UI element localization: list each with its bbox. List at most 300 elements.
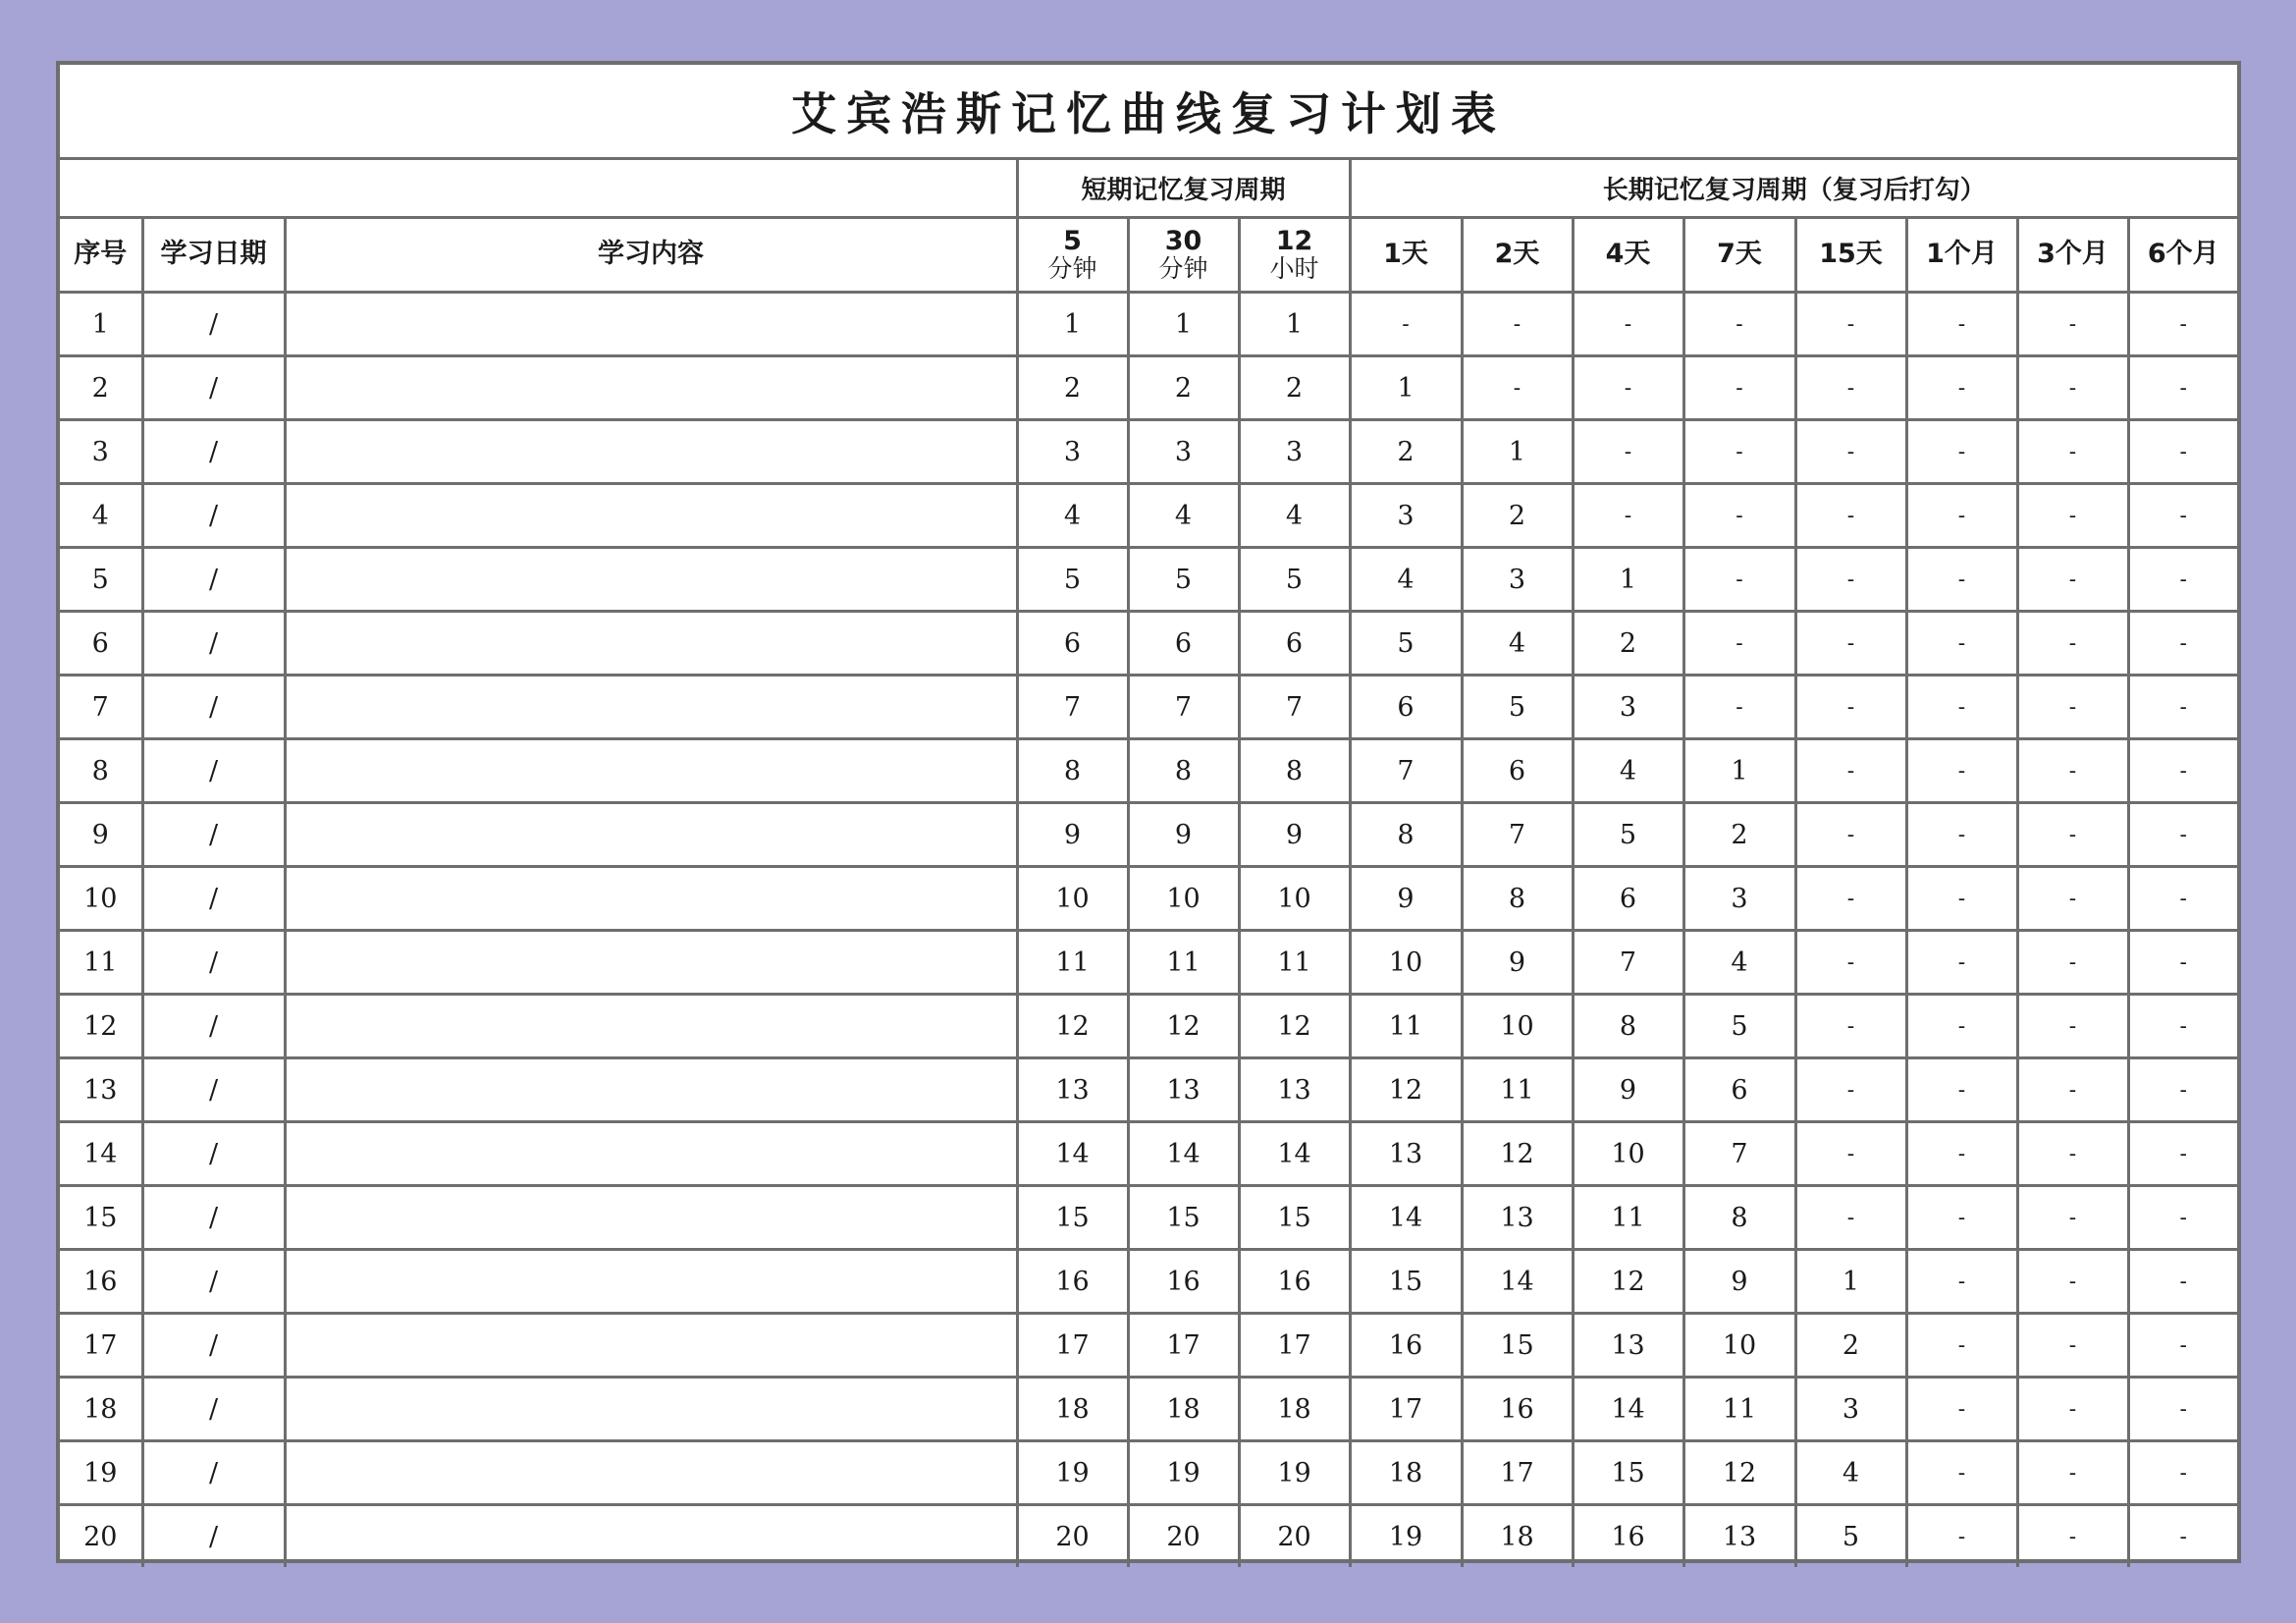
short-review-cell[interactable]: 7 bbox=[1128, 676, 1239, 739]
long-review-cell[interactable]: - bbox=[1683, 548, 1795, 612]
long-review-cell[interactable]: - bbox=[2017, 867, 2128, 931]
long-review-cell[interactable]: - bbox=[1795, 931, 1906, 995]
long-review-cell[interactable]: - bbox=[2017, 420, 2128, 484]
row-index: 19 bbox=[60, 1441, 142, 1505]
table-row bbox=[60, 1122, 2237, 1186]
short-review-cell[interactable]: 5 bbox=[1239, 548, 1350, 612]
long-review-cell[interactable]: - bbox=[1795, 867, 1906, 931]
study-content-cell[interactable] bbox=[285, 1058, 1017, 1122]
long-review-cell[interactable]: - bbox=[1683, 676, 1795, 739]
short-review-cell[interactable]: 8 bbox=[1017, 739, 1128, 803]
short-review-cell[interactable]: 20 bbox=[1239, 1505, 1350, 1568]
study-date-cell[interactable]: / bbox=[142, 1505, 285, 1568]
table-row bbox=[60, 676, 2237, 739]
long-review-cell[interactable]: - bbox=[2017, 356, 2128, 420]
short-review-cell[interactable]: 6 bbox=[1239, 612, 1350, 676]
short-review-cell[interactable]: 18 bbox=[1239, 1378, 1350, 1441]
short-review-cell[interactable]: 19 bbox=[1017, 1441, 1128, 1505]
short-review-cell[interactable]: 10 bbox=[1128, 867, 1239, 931]
short-review-cell[interactable]: 3 bbox=[1128, 420, 1239, 484]
long-review-cell[interactable]: 5 bbox=[1573, 803, 1683, 867]
study-date-cell[interactable]: / bbox=[142, 803, 285, 867]
table-row bbox=[60, 803, 2237, 867]
long-review-cell[interactable]: - bbox=[1573, 356, 1683, 420]
row-index: 5 bbox=[60, 548, 142, 612]
short-review-cell[interactable]: 16 bbox=[1239, 1250, 1350, 1314]
long-review-cell[interactable]: 2 bbox=[1683, 803, 1795, 867]
long-review-cell[interactable]: - bbox=[2128, 739, 2237, 803]
long-review-cell[interactable]: 9 bbox=[1683, 1250, 1795, 1314]
short-review-cell[interactable]: 7 bbox=[1239, 676, 1350, 739]
long-review-cell[interactable]: - bbox=[1350, 293, 1462, 356]
long-review-cell[interactable]: - bbox=[1795, 803, 1906, 867]
long-review-cell[interactable]: - bbox=[2017, 1186, 2128, 1250]
long-review-cell[interactable]: 1 bbox=[1573, 548, 1683, 612]
long-review-cell[interactable]: 2 bbox=[1573, 612, 1683, 676]
column-header-short-1 bbox=[1128, 218, 1239, 293]
long-review-cell[interactable]: 4 bbox=[1795, 1441, 1906, 1505]
column-header-long-2: 4天 bbox=[1573, 218, 1683, 293]
long-review-cell[interactable]: - bbox=[1462, 293, 1573, 356]
long-review-cell[interactable]: - bbox=[2017, 1441, 2128, 1505]
short-review-cell[interactable]: 17 bbox=[1239, 1314, 1350, 1378]
short-review-cell[interactable]: 10 bbox=[1239, 867, 1350, 931]
short-review-cell[interactable]: 4 bbox=[1017, 484, 1128, 548]
short-review-cell[interactable]: 4 bbox=[1239, 484, 1350, 548]
long-review-cell[interactable]: - bbox=[2128, 1441, 2237, 1505]
study-date-cell[interactable]: / bbox=[142, 867, 285, 931]
column-header-long-1: 2天 bbox=[1462, 218, 1573, 293]
study-content-cell[interactable] bbox=[285, 739, 1017, 803]
long-review-cell[interactable]: - bbox=[1906, 1122, 2017, 1186]
row-index: 4 bbox=[60, 484, 142, 548]
long-review-cell[interactable]: 16 bbox=[1573, 1505, 1683, 1568]
study-date-cell[interactable]: / bbox=[142, 1186, 285, 1250]
long-review-cell[interactable]: - bbox=[1683, 612, 1795, 676]
row-index: 10 bbox=[60, 867, 142, 931]
short-review-cell[interactable]: 10 bbox=[1017, 867, 1128, 931]
long-review-cell[interactable]: 13 bbox=[1573, 1314, 1683, 1378]
study-content-cell[interactable] bbox=[285, 803, 1017, 867]
long-review-cell[interactable]: 11 bbox=[1573, 1186, 1683, 1250]
long-review-cell[interactable]: 3 bbox=[1350, 484, 1462, 548]
table-row bbox=[60, 995, 2237, 1058]
short-review-cell[interactable]: 14 bbox=[1239, 1122, 1350, 1186]
study-content-cell[interactable] bbox=[285, 1505, 1017, 1568]
short-review-cell[interactable]: 9 bbox=[1239, 803, 1350, 867]
short-review-cell[interactable]: 13 bbox=[1239, 1058, 1350, 1122]
short-review-cell[interactable]: 5 bbox=[1017, 548, 1128, 612]
short-review-cell[interactable]: 12 bbox=[1239, 995, 1350, 1058]
long-review-cell[interactable]: 14 bbox=[1462, 1250, 1573, 1314]
long-review-cell[interactable]: - bbox=[1906, 931, 2017, 995]
short-review-cell[interactable]: 18 bbox=[1017, 1378, 1128, 1441]
study-content-cell[interactable] bbox=[285, 1378, 1017, 1441]
long-review-cell[interactable]: - bbox=[2128, 356, 2237, 420]
long-review-cell[interactable]: - bbox=[1906, 1378, 2017, 1441]
table-row bbox=[60, 484, 2237, 548]
short-review-cell[interactable]: 12 bbox=[1128, 995, 1239, 1058]
study-date-cell[interactable]: / bbox=[142, 739, 285, 803]
study-content-cell[interactable] bbox=[285, 676, 1017, 739]
short-review-cell[interactable]: 2 bbox=[1239, 356, 1350, 420]
short-review-cell[interactable]: 20 bbox=[1017, 1505, 1128, 1568]
long-review-cell[interactable]: 9 bbox=[1350, 867, 1462, 931]
short-review-cell[interactable]: 3 bbox=[1017, 420, 1128, 484]
long-review-cell[interactable]: 7 bbox=[1683, 1122, 1795, 1186]
long-review-cell[interactable]: 6 bbox=[1350, 676, 1462, 739]
long-review-cell[interactable]: - bbox=[2128, 1314, 2237, 1378]
long-review-cell[interactable]: - bbox=[1906, 484, 2017, 548]
long-review-cell[interactable]: - bbox=[1906, 739, 2017, 803]
row-index: 3 bbox=[60, 420, 142, 484]
long-review-cell[interactable]: 12 bbox=[1573, 1250, 1683, 1314]
long-review-cell[interactable]: 3 bbox=[1683, 867, 1795, 931]
long-review-cell[interactable]: - bbox=[2017, 612, 2128, 676]
long-review-cell[interactable]: - bbox=[1573, 484, 1683, 548]
short-review-cell[interactable]: 12 bbox=[1017, 995, 1128, 1058]
column-header-short-value: 12 bbox=[1275, 226, 1313, 257]
long-review-cell[interactable]: 11 bbox=[1350, 995, 1462, 1058]
long-review-cell[interactable]: - bbox=[2017, 1058, 2128, 1122]
long-review-cell[interactable]: 7 bbox=[1462, 803, 1573, 867]
long-review-cell[interactable]: 14 bbox=[1350, 1186, 1462, 1250]
study-date-cell[interactable]: / bbox=[142, 1250, 285, 1314]
long-review-cell[interactable]: - bbox=[2128, 1250, 2237, 1314]
long-review-cell[interactable]: - bbox=[1683, 293, 1795, 356]
short-review-cell[interactable]: 14 bbox=[1017, 1122, 1128, 1186]
study-date-cell[interactable]: / bbox=[142, 1378, 285, 1441]
short-review-cell[interactable]: 1 bbox=[1239, 293, 1350, 356]
long-review-cell[interactable]: - bbox=[2128, 1505, 2237, 1568]
page-title: 艾宾浩斯记忆曲线复习计划表 bbox=[60, 65, 2237, 159]
long-review-cell[interactable]: 2 bbox=[1350, 420, 1462, 484]
short-review-cell[interactable]: 11 bbox=[1017, 931, 1128, 995]
short-review-cell[interactable]: 16 bbox=[1017, 1250, 1128, 1314]
long-review-cell[interactable]: - bbox=[1683, 420, 1795, 484]
short-review-cell[interactable]: 8 bbox=[1239, 739, 1350, 803]
long-review-cell[interactable]: - bbox=[2017, 803, 2128, 867]
long-review-cell[interactable]: - bbox=[1906, 1058, 2017, 1122]
row-index: 14 bbox=[60, 1122, 142, 1186]
study-content-cell[interactable] bbox=[285, 1250, 1017, 1314]
row-index: 11 bbox=[60, 931, 142, 995]
short-review-cell[interactable]: 2 bbox=[1017, 356, 1128, 420]
long-review-cell[interactable]: - bbox=[1906, 1250, 2017, 1314]
study-content-cell[interactable] bbox=[285, 356, 1017, 420]
short-review-cell[interactable]: 5 bbox=[1128, 548, 1239, 612]
long-review-cell[interactable]: - bbox=[1795, 484, 1906, 548]
long-review-cell[interactable]: 6 bbox=[1573, 867, 1683, 931]
long-review-cell[interactable]: 1 bbox=[1462, 420, 1573, 484]
long-review-cell[interactable]: 15 bbox=[1350, 1250, 1462, 1314]
group-header-blank bbox=[60, 159, 1017, 218]
study-content-cell[interactable] bbox=[285, 484, 1017, 548]
long-review-cell[interactable]: - bbox=[2128, 803, 2237, 867]
long-review-cell[interactable]: 12 bbox=[1683, 1441, 1795, 1505]
short-review-cell[interactable]: 9 bbox=[1017, 803, 1128, 867]
study-content-cell[interactable] bbox=[285, 995, 1017, 1058]
long-review-cell[interactable]: - bbox=[2128, 420, 2237, 484]
short-review-cell[interactable]: 17 bbox=[1017, 1314, 1128, 1378]
study-content-cell[interactable] bbox=[285, 1122, 1017, 1186]
study-content-cell[interactable] bbox=[285, 867, 1017, 931]
long-review-cell[interactable]: 13 bbox=[1350, 1122, 1462, 1186]
long-review-cell[interactable]: - bbox=[2017, 1122, 2128, 1186]
short-review-cell[interactable]: 15 bbox=[1017, 1186, 1128, 1250]
long-review-cell[interactable]: 3 bbox=[1795, 1378, 1906, 1441]
short-review-cell[interactable]: 13 bbox=[1128, 1058, 1239, 1122]
short-review-cell[interactable]: 17 bbox=[1128, 1314, 1239, 1378]
long-review-cell[interactable]: 2 bbox=[1795, 1314, 1906, 1378]
long-review-cell[interactable]: - bbox=[1573, 420, 1683, 484]
long-review-cell[interactable]: - bbox=[1906, 867, 2017, 931]
long-review-cell[interactable]: 6 bbox=[1683, 1058, 1795, 1122]
long-review-cell[interactable]: 7 bbox=[1573, 931, 1683, 995]
long-review-cell[interactable]: - bbox=[1906, 676, 2017, 739]
short-review-cell[interactable]: 6 bbox=[1128, 612, 1239, 676]
long-review-cell[interactable]: 5 bbox=[1462, 676, 1573, 739]
long-review-cell[interactable]: 18 bbox=[1350, 1441, 1462, 1505]
long-review-cell[interactable]: - bbox=[2017, 1314, 2128, 1378]
column-header-short-value: 30 bbox=[1164, 226, 1202, 257]
long-review-cell[interactable]: - bbox=[1906, 1186, 2017, 1250]
row-index: 16 bbox=[60, 1250, 142, 1314]
column-header-long-5: 1个月 bbox=[1906, 218, 2017, 293]
long-review-cell[interactable]: 10 bbox=[1573, 1122, 1683, 1186]
long-review-cell[interactable]: - bbox=[1795, 676, 1906, 739]
column-header-long-3: 7天 bbox=[1683, 218, 1795, 293]
short-review-cell[interactable]: 13 bbox=[1017, 1058, 1128, 1122]
table-row bbox=[60, 867, 2237, 931]
long-review-cell[interactable]: 4 bbox=[1350, 548, 1462, 612]
long-review-cell[interactable]: 13 bbox=[1462, 1186, 1573, 1250]
long-review-cell[interactable]: - bbox=[2128, 931, 2237, 995]
short-review-cell[interactable]: 15 bbox=[1239, 1186, 1350, 1250]
long-review-cell[interactable]: 8 bbox=[1462, 867, 1573, 931]
long-review-cell[interactable]: - bbox=[1906, 803, 2017, 867]
long-review-cell[interactable]: 16 bbox=[1350, 1314, 1462, 1378]
long-review-cell[interactable]: - bbox=[1906, 548, 2017, 612]
long-review-cell[interactable]: - bbox=[2017, 1378, 2128, 1441]
long-review-cell[interactable]: - bbox=[2017, 484, 2128, 548]
long-review-cell[interactable]: - bbox=[2128, 1186, 2237, 1250]
short-review-cell[interactable]: 18 bbox=[1128, 1378, 1239, 1441]
long-review-cell[interactable]: 15 bbox=[1573, 1441, 1683, 1505]
long-review-cell[interactable]: 2 bbox=[1462, 484, 1573, 548]
short-review-cell[interactable]: 11 bbox=[1239, 931, 1350, 995]
long-review-cell[interactable]: - bbox=[1795, 356, 1906, 420]
long-review-cell[interactable]: - bbox=[1795, 293, 1906, 356]
row-index: 18 bbox=[60, 1378, 142, 1441]
long-review-cell[interactable]: - bbox=[1906, 612, 2017, 676]
long-review-cell[interactable]: 9 bbox=[1462, 931, 1573, 995]
long-review-cell[interactable]: 8 bbox=[1683, 1186, 1795, 1250]
short-review-cell[interactable]: 4 bbox=[1128, 484, 1239, 548]
study-content-cell[interactable] bbox=[285, 1441, 1017, 1505]
long-review-cell[interactable]: 10 bbox=[1350, 931, 1462, 995]
short-review-cell[interactable]: 3 bbox=[1239, 420, 1350, 484]
long-review-cell[interactable]: 9 bbox=[1573, 1058, 1683, 1122]
long-review-cell[interactable]: - bbox=[2017, 1505, 2128, 1568]
long-review-cell[interactable]: 8 bbox=[1573, 995, 1683, 1058]
short-review-cell[interactable]: 2 bbox=[1128, 356, 1239, 420]
study-date-cell[interactable]: / bbox=[142, 293, 285, 356]
long-review-cell[interactable]: - bbox=[1795, 739, 1906, 803]
long-review-cell[interactable]: - bbox=[2128, 867, 2237, 931]
study-content-cell[interactable] bbox=[285, 1186, 1017, 1250]
study-date-cell[interactable]: / bbox=[142, 420, 285, 484]
short-review-cell[interactable]: 15 bbox=[1128, 1186, 1239, 1250]
long-review-cell[interactable]: - bbox=[2017, 1250, 2128, 1314]
long-review-cell[interactable]: 19 bbox=[1350, 1505, 1462, 1568]
study-content-cell[interactable] bbox=[285, 931, 1017, 995]
long-review-cell[interactable]: 4 bbox=[1462, 612, 1573, 676]
long-review-cell[interactable]: 3 bbox=[1462, 548, 1573, 612]
long-review-cell[interactable]: - bbox=[2017, 739, 2128, 803]
short-review-cell[interactable]: 8 bbox=[1128, 739, 1239, 803]
study-date-cell[interactable]: / bbox=[142, 612, 285, 676]
long-review-cell[interactable]: 16 bbox=[1462, 1378, 1573, 1441]
long-review-cell[interactable]: - bbox=[2017, 676, 2128, 739]
long-review-cell[interactable]: - bbox=[1795, 1186, 1906, 1250]
long-review-cell[interactable]: - bbox=[2128, 293, 2237, 356]
study-date-cell[interactable]: / bbox=[142, 356, 285, 420]
long-review-cell[interactable]: - bbox=[1906, 1505, 2017, 1568]
row-index: 12 bbox=[60, 995, 142, 1058]
long-review-cell[interactable]: 7 bbox=[1350, 739, 1462, 803]
long-review-cell[interactable]: - bbox=[2128, 548, 2237, 612]
study-date-cell[interactable]: / bbox=[142, 1122, 285, 1186]
study-date-cell[interactable]: / bbox=[142, 676, 285, 739]
long-review-cell[interactable]: - bbox=[2128, 1058, 2237, 1122]
long-review-cell[interactable]: 6 bbox=[1462, 739, 1573, 803]
short-review-cell[interactable]: 14 bbox=[1128, 1122, 1239, 1186]
long-review-cell[interactable]: - bbox=[2017, 293, 2128, 356]
long-review-cell[interactable]: 4 bbox=[1683, 931, 1795, 995]
short-review-cell[interactable]: 20 bbox=[1128, 1505, 1239, 1568]
long-review-cell[interactable]: - bbox=[1906, 1441, 2017, 1505]
long-review-cell[interactable]: - bbox=[2017, 931, 2128, 995]
short-review-cell[interactable]: 9 bbox=[1128, 803, 1239, 867]
long-review-cell[interactable]: - bbox=[2017, 995, 2128, 1058]
study-date-cell[interactable]: / bbox=[142, 1441, 285, 1505]
long-review-cell[interactable]: 5 bbox=[1683, 995, 1795, 1058]
row-index: 9 bbox=[60, 803, 142, 867]
long-review-cell[interactable]: - bbox=[1906, 995, 2017, 1058]
long-review-cell[interactable]: - bbox=[1906, 356, 2017, 420]
column-header-date: 学习日期 bbox=[142, 218, 285, 293]
study-content-cell[interactable] bbox=[285, 548, 1017, 612]
table-row bbox=[60, 356, 2237, 420]
column-header-long-6: 3个月 bbox=[2017, 218, 2128, 293]
long-review-cell[interactable]: 15 bbox=[1462, 1314, 1573, 1378]
study-date-cell[interactable]: / bbox=[142, 995, 285, 1058]
long-review-cell[interactable]: 12 bbox=[1462, 1122, 1573, 1186]
long-review-cell[interactable]: 12 bbox=[1350, 1058, 1462, 1122]
long-review-cell[interactable]: - bbox=[1462, 356, 1573, 420]
long-review-cell[interactable]: 11 bbox=[1683, 1378, 1795, 1441]
long-review-cell[interactable]: - bbox=[1795, 420, 1906, 484]
review-plan-sheet bbox=[56, 61, 2241, 1563]
table-row bbox=[60, 1378, 2237, 1441]
study-content-cell[interactable] bbox=[285, 1314, 1017, 1378]
column-header-index: 序号 bbox=[60, 218, 142, 293]
study-date-cell[interactable]: / bbox=[142, 1314, 285, 1378]
long-review-cell[interactable]: - bbox=[2128, 1122, 2237, 1186]
row-index: 13 bbox=[60, 1058, 142, 1122]
long-review-cell[interactable]: 5 bbox=[1350, 612, 1462, 676]
long-review-cell[interactable]: - bbox=[1683, 484, 1795, 548]
long-review-cell[interactable]: - bbox=[1906, 1314, 2017, 1378]
long-review-cell[interactable]: - bbox=[1573, 293, 1683, 356]
long-review-cell[interactable]: - bbox=[2128, 995, 2237, 1058]
long-review-cell[interactable]: 13 bbox=[1683, 1505, 1795, 1568]
column-header-content: 学习内容 bbox=[285, 218, 1017, 293]
short-review-cell[interactable]: 11 bbox=[1128, 931, 1239, 995]
long-review-cell[interactable]: 8 bbox=[1350, 803, 1462, 867]
short-review-cell[interactable]: 19 bbox=[1239, 1441, 1350, 1505]
long-review-cell[interactable]: - bbox=[1795, 1058, 1906, 1122]
long-review-cell[interactable]: - bbox=[2128, 1378, 2237, 1441]
long-review-cell[interactable]: - bbox=[1683, 356, 1795, 420]
long-review-cell[interactable]: - bbox=[2017, 548, 2128, 612]
long-review-cell[interactable]: 4 bbox=[1573, 739, 1683, 803]
long-review-cell[interactable]: 3 bbox=[1573, 676, 1683, 739]
long-review-cell[interactable]: - bbox=[2128, 484, 2237, 548]
short-review-cell[interactable]: 1 bbox=[1017, 293, 1128, 356]
long-review-cell[interactable]: 17 bbox=[1462, 1441, 1573, 1505]
long-review-cell[interactable]: 18 bbox=[1462, 1505, 1573, 1568]
short-review-cell[interactable]: 7 bbox=[1017, 676, 1128, 739]
long-review-cell[interactable]: 1 bbox=[1795, 1250, 1906, 1314]
column-header-short-value: 5 bbox=[1063, 226, 1082, 257]
long-review-cell[interactable]: 10 bbox=[1683, 1314, 1795, 1378]
long-review-cell[interactable]: - bbox=[1795, 1122, 1906, 1186]
long-review-cell[interactable]: - bbox=[1795, 612, 1906, 676]
group-header-short-term: 短期记忆复习周期 bbox=[1017, 159, 1350, 218]
study-date-cell[interactable]: / bbox=[142, 931, 285, 995]
short-review-cell[interactable]: 1 bbox=[1128, 293, 1239, 356]
study-date-cell[interactable]: / bbox=[142, 1058, 285, 1122]
row-index: 2 bbox=[60, 356, 142, 420]
long-review-cell[interactable]: - bbox=[1795, 548, 1906, 612]
study-content-cell[interactable] bbox=[285, 293, 1017, 356]
long-review-cell[interactable]: 5 bbox=[1795, 1505, 1906, 1568]
long-review-cell[interactable]: 14 bbox=[1573, 1378, 1683, 1441]
table-body bbox=[60, 293, 2237, 1568]
short-review-cell[interactable]: 6 bbox=[1017, 612, 1128, 676]
long-review-cell[interactable]: - bbox=[1906, 293, 2017, 356]
long-review-cell[interactable]: - bbox=[2128, 612, 2237, 676]
long-review-cell[interactable]: 11 bbox=[1462, 1058, 1573, 1122]
long-review-cell[interactable]: - bbox=[2128, 676, 2237, 739]
table-row bbox=[60, 1314, 2237, 1378]
study-content-cell[interactable] bbox=[285, 612, 1017, 676]
long-review-cell[interactable]: - bbox=[1795, 995, 1906, 1058]
study-content-cell[interactable] bbox=[285, 420, 1017, 484]
long-review-cell[interactable]: - bbox=[1906, 420, 2017, 484]
study-date-cell[interactable]: / bbox=[142, 484, 285, 548]
long-review-cell[interactable]: 1 bbox=[1683, 739, 1795, 803]
short-review-cell[interactable]: 16 bbox=[1128, 1250, 1239, 1314]
table-row bbox=[60, 931, 2237, 995]
short-review-cell[interactable]: 19 bbox=[1128, 1441, 1239, 1505]
long-review-cell[interactable]: 10 bbox=[1462, 995, 1573, 1058]
long-review-cell[interactable]: 17 bbox=[1350, 1378, 1462, 1441]
long-review-cell[interactable]: 1 bbox=[1350, 356, 1462, 420]
study-date-cell[interactable]: / bbox=[142, 548, 285, 612]
